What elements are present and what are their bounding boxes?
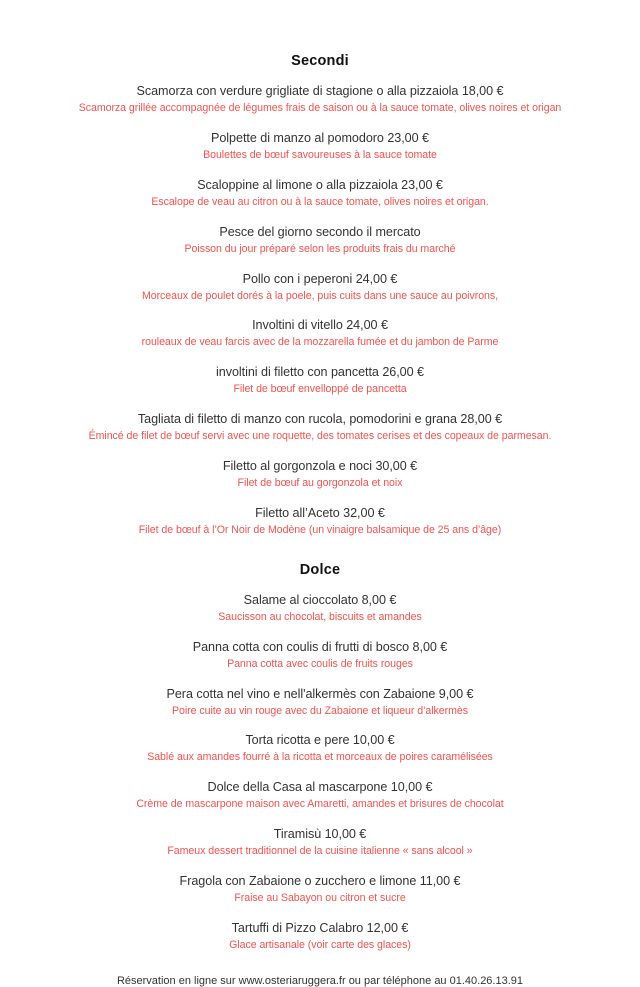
dish-name: Pollo con i peperoni 24,00 € (242, 271, 398, 286)
dish-name: involtini di filetto con pancetta 26,00 € (216, 365, 424, 380)
menu-item (18, 732, 622, 765)
menu-item (18, 873, 622, 906)
dish-description: Filet de bœuf à l’Or Noir de Modène (un vinaigre balsamique de 25 ans d’âge) (138, 523, 502, 536)
dish-description: Filet de bœuf envelloppé de pancetta (233, 383, 407, 396)
dish-description: Poire cuite au vin rouge avec du Zabaione et liqueur d’alkermès (171, 704, 468, 717)
section-heading-secondi: Secondi (291, 53, 349, 69)
dish-description: Scamorza grillée accompagnée de légumes frais de saison ou à la sauce tomate, olives noires et origan (78, 102, 562, 115)
menu-item (18, 271, 622, 304)
dish-name: Filetto all’Aceto 32,00 € (255, 505, 385, 520)
dish-name: Salame al cioccolato 8,00 € (243, 592, 397, 607)
menu-item (18, 458, 622, 491)
menu-item (18, 83, 622, 116)
menu-item (18, 317, 622, 350)
dish-name: Tiramisù 10,00 € (273, 827, 367, 842)
dish-description: rouleaux de veau farcis avec de la mozzarella fumée et du jambon de Parme (141, 336, 499, 349)
menu-item (18, 411, 622, 444)
dish-name: Pesce del giorno secondo il mercato (219, 224, 421, 239)
dish-description: Poisson du jour préparé selon les produits frais du marché (184, 242, 456, 255)
dish-description: Escalope de veau au citron ou à la sauce tomate, olives noires et origan. (151, 195, 489, 208)
menu-item (18, 779, 622, 812)
dish-description: Glace artisanale (voir carte des glaces) (229, 938, 411, 951)
dish-description: Panna cotta avec coulis de fruits rouges (227, 657, 413, 670)
menu-item (18, 130, 622, 163)
menu-item (18, 224, 622, 257)
dish-description: Filet de bœuf au gorgonzola et noix (237, 477, 403, 490)
dish-name: Polpette di manzo al pomodoro 23,00 € (211, 130, 429, 145)
menu-item (18, 592, 622, 625)
menu-item (18, 826, 622, 859)
dish-description: Crème de mascarpone maison avec Amaretti, amandes et brisures de chocolat (136, 798, 504, 811)
dish-name: Scaloppine al limone o alla pizzaiola 23,00 € (197, 177, 443, 192)
dish-name: Fragola con Zabaione o zucchero e limone 11,00 € (179, 874, 461, 888)
dish-name: Torta ricotta e pere 10,00 € (245, 733, 395, 748)
menu-item (18, 920, 622, 953)
menu-item (18, 686, 622, 719)
dish-name: Pera cotta nel vino e nell'alkermès con Zabaione 9,00 € (166, 686, 474, 701)
dish-description: Boulettes de bœuf savoureuses à la sauce tomate (203, 148, 437, 161)
dish-name: Tartuffi di Pizzo Calabro 12,00 € (231, 920, 409, 935)
dish-name: Involtini di vitello 24,00 € (252, 318, 388, 333)
menu-item (18, 639, 622, 672)
menu-item (18, 364, 622, 397)
reservation-footer: Réservation en ligne sur www.osteriaruggera.fr ou par téléphone au 01.40.26.13.91 (116, 974, 524, 987)
dish-description: Émincé de filet de bœuf servi avec une roquette, des tomates cerises et des copeaux de parmesan. (88, 430, 552, 443)
menu-item (18, 177, 622, 210)
menu-item (18, 505, 622, 538)
dish-name: Panna cotta con coulis di frutti di bosco 8,00 € (192, 639, 448, 654)
dish-description: Sablé aux amandes fourré à la ricotta et morceaux de poires caramélisées (147, 751, 493, 764)
dish-name: Scamorza con verdure grigliate di stagione o alla pizzaiola 18,00 € (136, 84, 504, 98)
dish-name: Tagliata di filetto di manzo con rucola, pomodorini e grana 28,00 € (137, 412, 503, 427)
dish-description: Saucisson au chocolat, biscuits et amandes (218, 610, 422, 623)
dish-name: Dolce della Casa al mascarpone 10,00 € (207, 780, 433, 795)
dish-description: Morceaux de poulet dorés à la poele, puis cuits dans une sauce au poivrons, (141, 289, 499, 302)
dish-name: Filetto al gorgonzola e noci 30,00 € (222, 459, 418, 473)
dish-description: Fameux dessert traditionnel de la cuisine italienne « sans alcool » (167, 845, 473, 858)
section-heading-dolce: Dolce (299, 561, 341, 578)
dish-description: Fraise au Sabayon ou citron et sucre (234, 892, 406, 905)
